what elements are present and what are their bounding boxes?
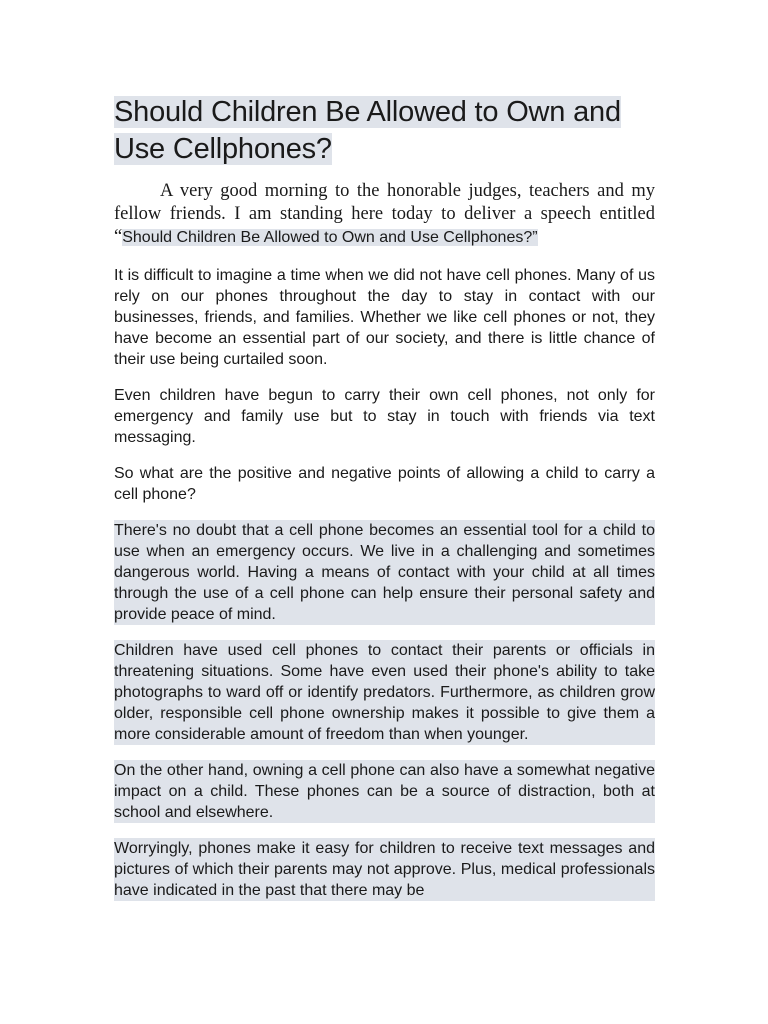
intro-paragraph bbox=[114, 180, 655, 249]
document-title bbox=[114, 94, 655, 168]
title-text: Should Children Be Allowed to Own and Use Cellphones? bbox=[114, 96, 621, 165]
intro-quoted-title: Should Children Be Allowed to Own and Use Cellphones?” bbox=[122, 229, 538, 246]
document-page bbox=[114, 94, 655, 901]
paragraph-4: There's no doubt that a cell phone becomes an essential tool for a child to use when an emergency occurs. We live in a challenging and sometimes dangerous world. Having a means of contact with your child at all times through the use of a cell phone can help ensure their personal safety and provide peace of mind. bbox=[114, 522, 655, 623]
paragraph-3: So what are the positive and negative points of allowing a child to carry a cell phone? bbox=[114, 465, 655, 503]
paragraph-1: It is difficult to imagine a time when we did not have cell phones. Many of us rely on our phones throughout the day to stay in contact with our businesses, friends, and families. Whether we like cell phones or not, they have become an essential part of our society, and there is little chance of their use being curtailed soon. bbox=[114, 267, 655, 368]
paragraph-6: On the other hand, owning a cell phone can also have a somewhat negative impact on a child. These phones can be a source of distraction, both at school and elsewhere. bbox=[114, 762, 655, 821]
paragraph-7: Worryingly, phones make it easy for children to receive text messages and pictures of which their parents may not approve. Plus, medical professionals have indicated in the past that there may be bbox=[114, 840, 655, 899]
intro-text: A very good morning to the honorable judges, teachers and my fellow friends. I am standing here today to deliver a speech entitled “ bbox=[114, 181, 655, 247]
paragraph-5: Children have used cell phones to contact their parents or officials in threatening situations. Some have even used their phone's ability to take photographs to ward off or identify predators. Furthermore, as children grow older, responsible cell phone ownership makes it possible to give them a more considerable amount of freedom than when younger. bbox=[114, 642, 655, 743]
paragraph-2: Even children have begun to carry their own cell phones, not only for emergency and family use but to stay in touch with friends via text messaging. bbox=[114, 387, 655, 446]
